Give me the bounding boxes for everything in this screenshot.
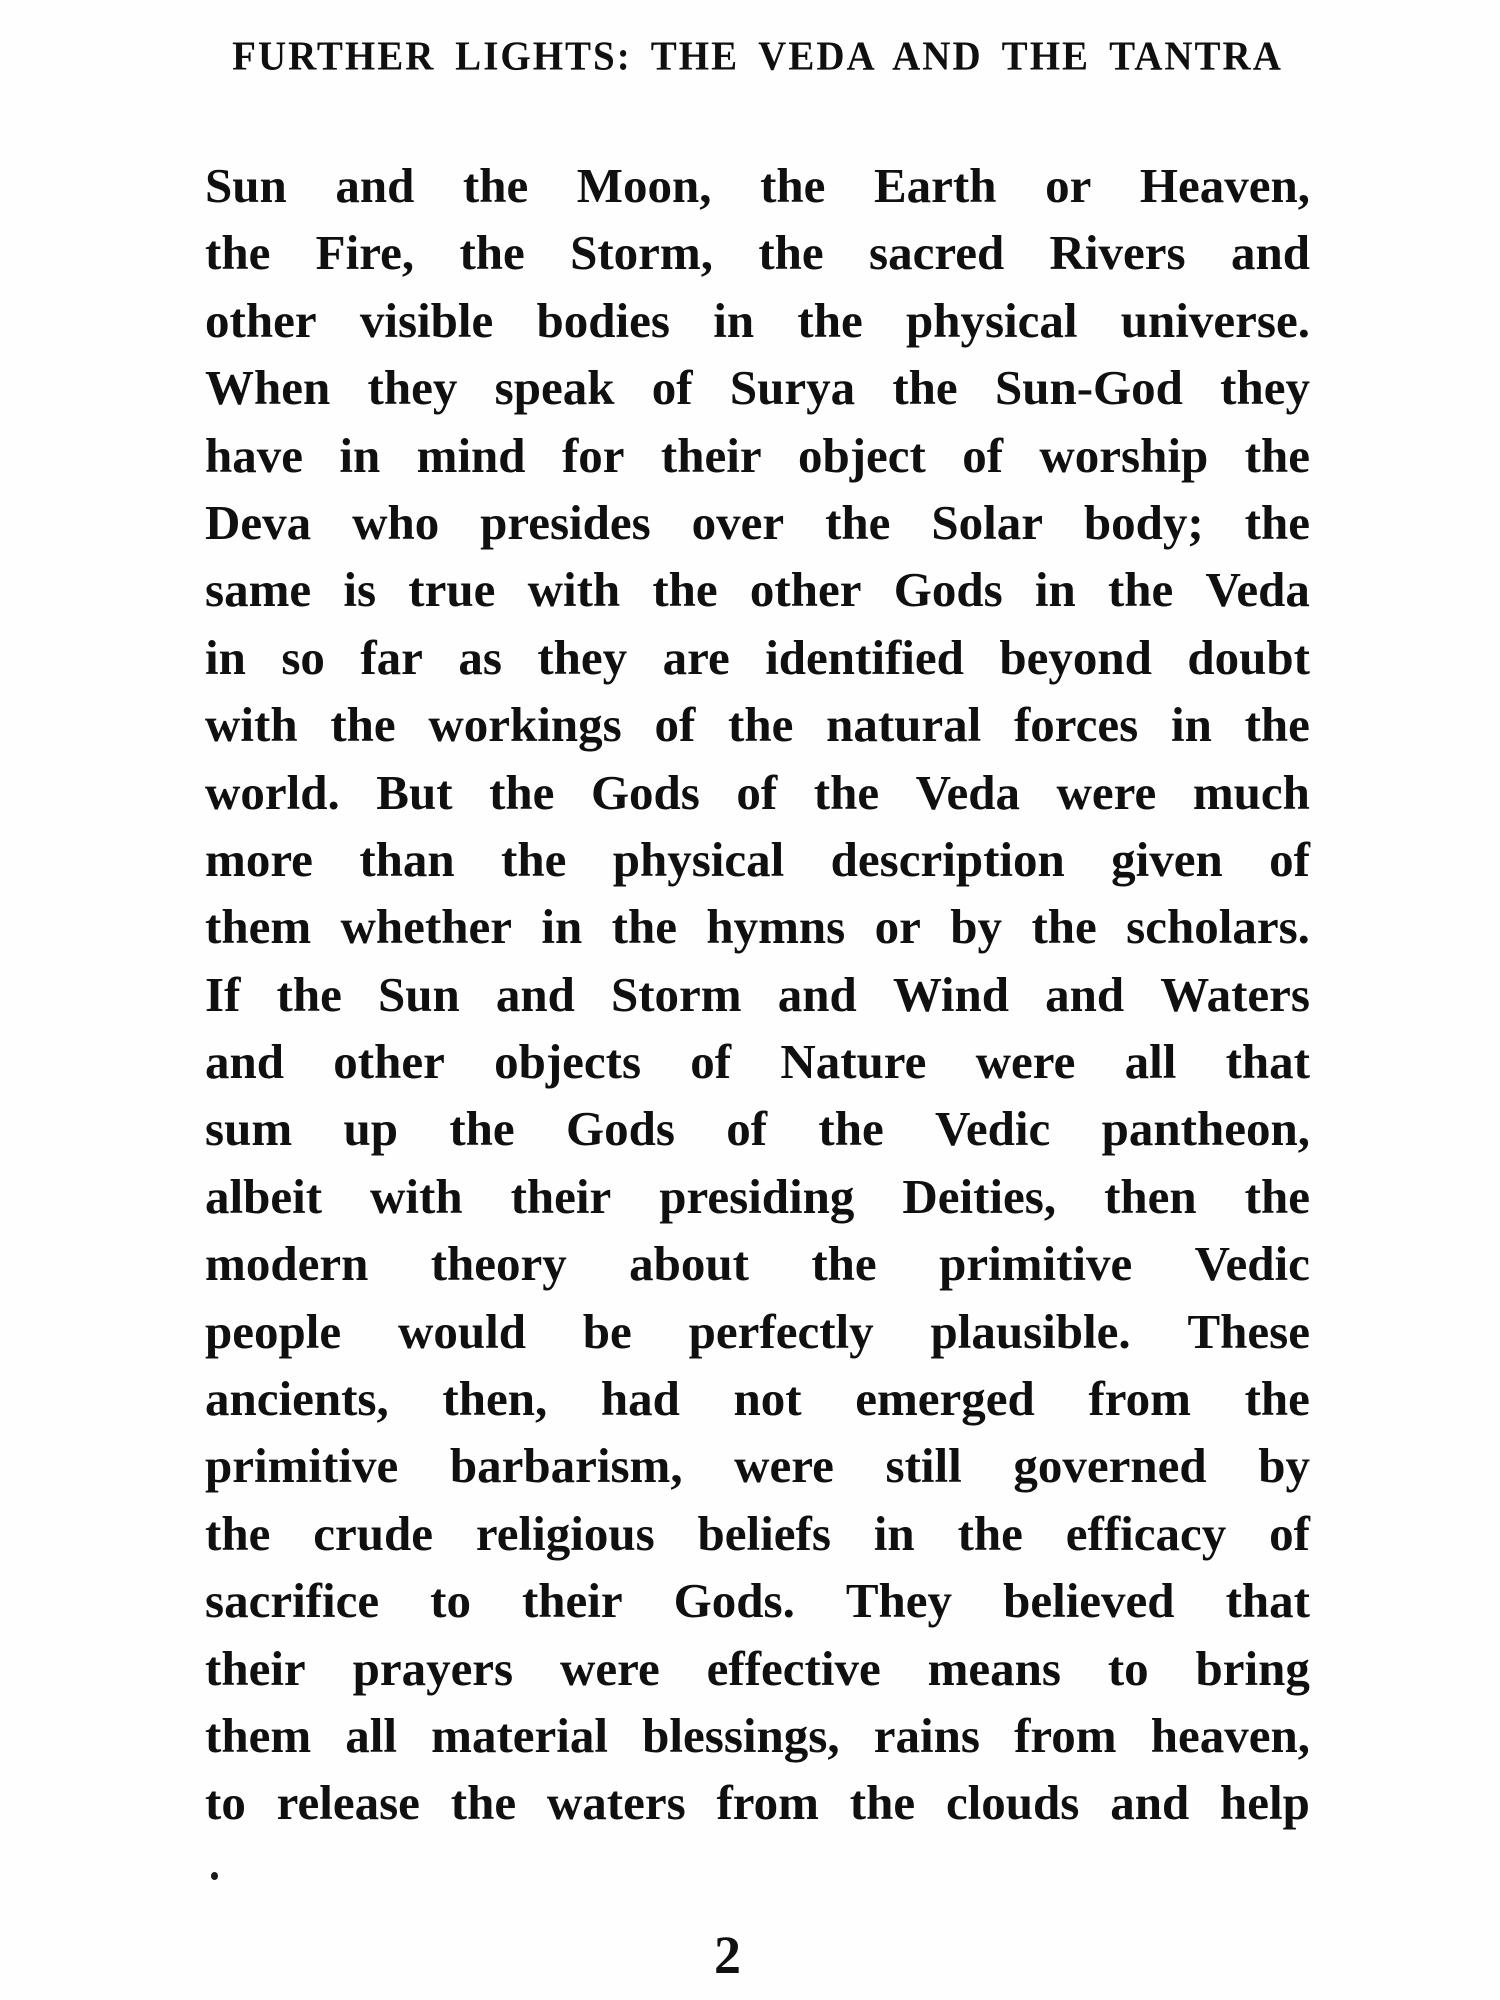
text-line: same is true with the other Gods in the Veda <box>205 562 1310 618</box>
text-line: sacrifice to their Gods. They believed that <box>205 1573 1310 1629</box>
text-line: world. But the Gods of the Veda were much <box>205 764 1310 820</box>
body-text <box>205 152 1310 1837</box>
text-line: the Fire, the Storm, the sacred Rivers and <box>205 225 1310 281</box>
text-line: primitive barbarism, were still governed by <box>205 1438 1310 1494</box>
text-line: their prayers were effective means to bring <box>205 1640 1310 1696</box>
text-line: modern theory about the primitive Vedic <box>205 1236 1310 1292</box>
text-line: them whether in the hymns or by the scholars. <box>205 899 1310 955</box>
text-line: in so far as they are identified beyond doubt <box>205 629 1310 685</box>
text-line: more than the physical description given of <box>205 831 1310 887</box>
text-line: have in mind for their object of worship the <box>205 427 1310 483</box>
text-line: sum up the Gods of the Vedic pantheon, <box>205 1101 1310 1157</box>
text-line: ancients, then, had not emerged from the <box>205 1371 1310 1427</box>
text-line: people would be perfectly plausible. These <box>205 1303 1310 1359</box>
text-line: albeit with their presiding Deities, then the <box>205 1168 1310 1224</box>
text-line: other visible bodies in the physical universe. <box>205 292 1310 348</box>
text-line: Deva who presides over the Solar body; the <box>205 494 1310 550</box>
text-line: If the Sun and Storm and Wind and Waters <box>205 966 1310 1022</box>
text-line: with the workings of the natural forces in the <box>205 697 1310 753</box>
text-line: Sun and the Moon, the Earth or Heaven, <box>205 158 1310 213</box>
text-line: and other objects of Nature were all that <box>205 1034 1310 1090</box>
page-number: 2 <box>714 1925 741 1985</box>
text-line: to release the waters from the clouds and help <box>205 1775 1310 1831</box>
ink-speck <box>211 1872 218 1880</box>
text-line: When they speak of Surya the Sun-God they <box>205 360 1310 416</box>
text-line: the crude religious beliefs in the efficacy of <box>205 1505 1310 1561</box>
text-line: them all material blessings, rains from heaven, <box>205 1707 1310 1763</box>
running-head: FURTHER LIGHTS: THE VEDA AND THE TANTRA <box>232 33 1283 80</box>
